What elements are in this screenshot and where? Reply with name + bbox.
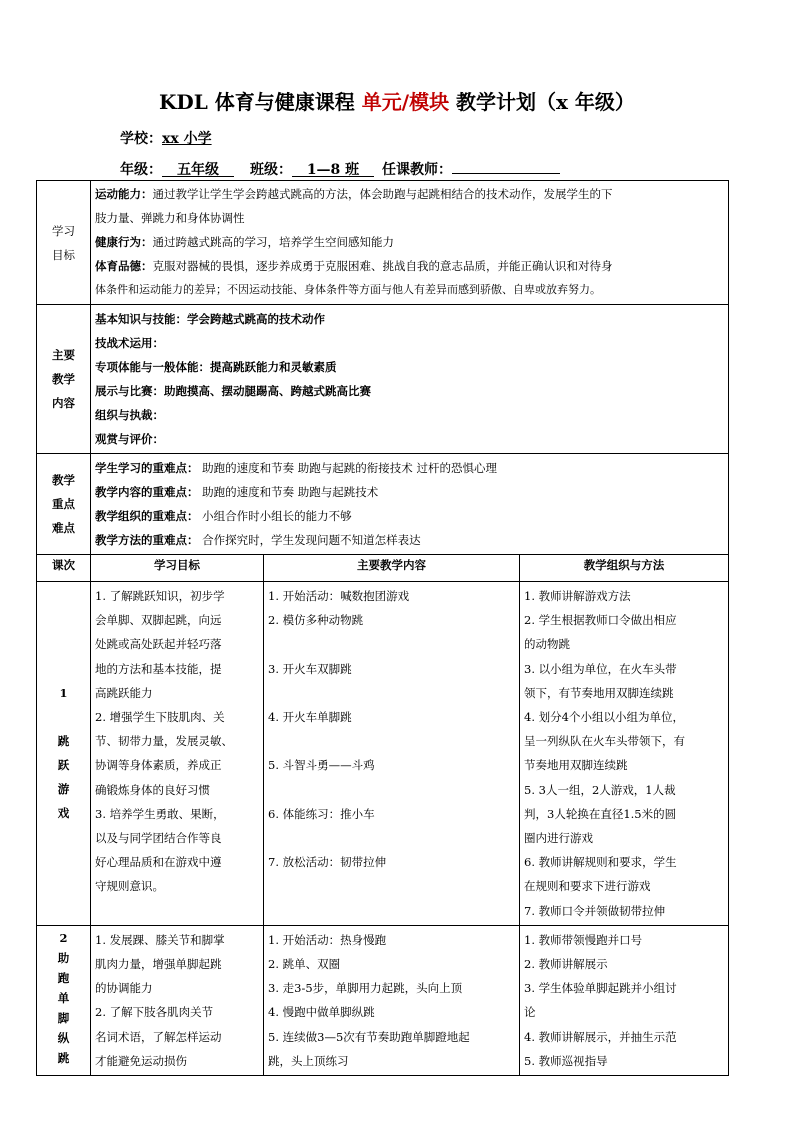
goal-line: 体育品德：克服对器械的畏惧，逐步养成勇于克服困难、挑战自我的意志品质，并能正确认识和对待身: [95, 259, 613, 273]
header-content: 主要教学内容: [264, 555, 520, 582]
lesson-1-goals: 1. 了解跳跃知识，初步学 会单脚、双脚起跳，向远 处跳或高处跃起并轻巧落 地的方法和基本技能，提 高跳跃能力 2. 增强学生下肢肌肉、关 节、韧带力量，发展灵敏、 协调等身体素质，养成正 确锻炼身体的良好习惯 3. 培养学生勇敢、果断， 以及与同学团结合作等良 好心理品质和在游戏中遵 守规则意识。: [91, 582, 264, 926]
difficulty-row: [37, 454, 729, 555]
lesson-1-label: 1 跳 跃 游 戏: [37, 582, 91, 926]
header-goals: 学习目标: [91, 555, 264, 582]
content-line: 组织与执裁：: [95, 408, 164, 422]
lesson-2-content: 1. 开始活动：热身慢跑 2. 跳单、双圈 3. 走3-5步，单脚用力起跳，头向上顶 4. 慢跑中做单脚纵跳 5. 连续做3—5次有节奏助跑单脚蹬地起 跳，头上顶练习: [264, 925, 520, 1075]
content-cell: [91, 305, 729, 454]
school-label: 学校：: [120, 131, 162, 147]
goal-line: 运动能力：通过教学让学生学会跨越式跳高的方法，体会助跑与起跳相结合的技术动作，发展学生的下: [95, 187, 613, 201]
school-line: [120, 128, 212, 148]
content-line: 技战术运用：: [95, 336, 164, 350]
lesson-2-label: 2 助 跑 单 脚 纵 跳: [37, 925, 91, 1075]
lesson-row: [37, 925, 729, 1075]
lesson-1-method: 1. 教师讲解游戏方法 2. 学生根据教师口令做出相应 的动物跳 3. 以小组为单位，在火车头带 领下，有节奏地用双脚连续跳 4. 划分4个小组以小组为单位， 呈一列纵队在火车头带领下，有 节奏地用双脚连续跳 5. 3人一组，2人游戏，1人裁 判，3人轮换在直径1.5米的圆 圈内进行游戏 6. 教师讲解规则和要求，学生 在规则和要求下进行游戏 7. 教师口令并领做韧带拉伸: [520, 582, 729, 926]
lesson-2-goals: 1. 发展踝、膝关节和脚掌 肌肉力量，增强单脚起跳 的协调能力 2. 了解下肢各肌肉关节 名词术语，了解怎样运动 才能避免运动损伤: [91, 925, 264, 1075]
table-header-row: [37, 555, 729, 582]
goal-line: 体条件和运动能力的差异；不因运动技能、身体条件等方面与他人有差异而感到骄傲、自卑或放弃努力。: [95, 283, 601, 296]
goal-line: 健康行为：通过跨越式跳高的学习，培养学生空间感知能力: [95, 235, 394, 249]
teaching-plan-table: [36, 180, 729, 1076]
page-title: KDL 体育与健康课程 单元/模块 教学计划（x 年级）: [159, 90, 635, 114]
class-value: 1—8 班: [292, 159, 374, 177]
content-line: 观赏与评价：: [95, 432, 164, 446]
header-lesson: 课次: [37, 555, 91, 582]
teacher-value: [452, 156, 560, 174]
content-line: 专项体能与一般体能：提高跳跃能力和灵敏素质: [95, 360, 337, 374]
content-row: [37, 305, 729, 454]
difficulty-side-label: 教学 重点 难点: [37, 454, 91, 555]
goals-row: [37, 181, 729, 305]
content-line: 展示与比赛：助跑摸高、摆动腿踢高、跨越式跳高比赛: [95, 384, 371, 398]
header-method: 教学组织与方法: [520, 555, 729, 582]
goals-cell: [91, 181, 729, 305]
lesson-row: [37, 582, 729, 926]
difficulty-line: 学生学习的重难点： 助跑的速度和节奏 助跑与起跳的衔接技术 过杆的恐惧心理: [95, 461, 497, 475]
lesson-1-content: 1. 开始活动：喊数抱团游戏 2. 模仿多种动物跳 3. 开火车双脚跳 4. 开火车单脚跳 5. 斗智斗勇——斗鸡 6. 体能练习：推小车 7. 放松活动：韧带拉伸: [264, 582, 520, 926]
lesson-2-method: 1. 教师带领慢跑并口号 2. 教师讲解展示 3. 学生体验单脚起跳并小组讨 论 4. 教师讲解展示，并抽生示范 5. 教师巡视指导: [520, 925, 729, 1075]
meta-line: [120, 156, 560, 179]
class-label: 班级：: [250, 162, 292, 178]
difficulty-line: 教学方法的重难点： 合作探究时，学生发现问题不知道怎样表达: [95, 533, 421, 547]
difficulty-line: 教学内容的重难点： 助跑的速度和节奏 助跑与起跳技术: [95, 485, 379, 499]
goals-side-label: 学习 目标: [37, 181, 91, 305]
difficulty-line: 教学组织的重难点： 小组合作时小组长的能力不够: [95, 509, 352, 523]
unit-module-label: 单元/模块: [361, 90, 450, 114]
difficulty-cell: [91, 454, 729, 555]
grade-label: 年级：: [120, 162, 162, 178]
teacher-label: 任课教师：: [382, 162, 452, 178]
grade-value: 五年级: [162, 159, 234, 177]
school-value: xx 小学: [162, 131, 212, 147]
goal-line: 肢力量、弹跳力和身体协调性: [95, 211, 245, 225]
content-line: 基本知识与技能：学会跨越式跳高的技术动作: [95, 312, 325, 326]
content-side-label: 主要 教学 内容: [37, 305, 91, 454]
